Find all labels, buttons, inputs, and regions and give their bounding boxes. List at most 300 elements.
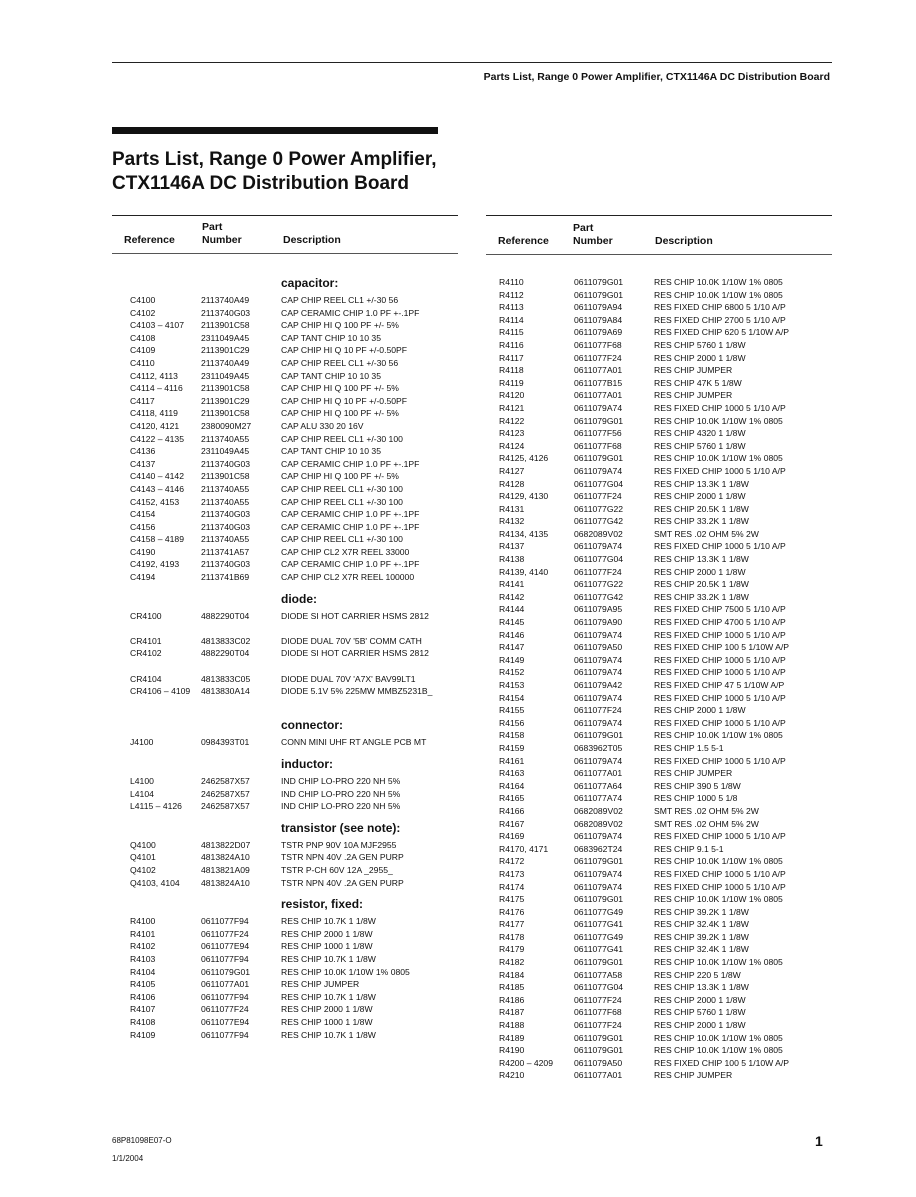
part-reference: C4112, 4113 (130, 370, 178, 381)
part-number: 0611077G04 (574, 982, 624, 993)
part-number: 2113740G03 (201, 509, 251, 520)
part-description: RES CHIP 2000 1 1/8W (654, 994, 746, 1005)
parts-row (486, 629, 832, 642)
page-title-line2: CTX1146A DC Distribution Board (112, 173, 410, 194)
parts-row (486, 780, 832, 793)
part-reference: C4122 – 4135 (130, 433, 184, 444)
part-reference: R4155 (499, 705, 525, 716)
part-reference: R4125, 4126 (499, 453, 549, 464)
part-description: CAP CERAMIC CHIP 1.0 PF +-.1PF (281, 458, 420, 469)
part-reference: R4122 (499, 415, 525, 426)
part-number: 0611077A01 (574, 390, 623, 401)
parts-row (112, 483, 458, 496)
part-reference: C4109 (130, 345, 156, 356)
part-description: CAP CHIP HI Q 100 PF +/- 5% (281, 408, 399, 419)
part-description: RES CHIP 13.3K 1 1/8W (654, 478, 749, 489)
parts-row (486, 767, 832, 780)
part-reference: R4121 (499, 402, 525, 413)
parts-row (112, 877, 458, 890)
part-number: 4813824A10 (201, 852, 250, 863)
part-number: 0611077G41 (574, 919, 624, 930)
part-description: RES FIXED CHIP 2700 5 1/10 A/P (654, 314, 786, 325)
part-description: RES CHIP 5760 1 1/8W (654, 440, 746, 451)
part-description: RES FIXED CHIP 1000 5 1/10 A/P (654, 717, 786, 728)
part-reference: C4194 (130, 572, 156, 583)
part-reference: R4118 (499, 365, 524, 376)
part-number: 0611079A74 (574, 717, 623, 728)
part-reference: Q4100 (130, 839, 156, 850)
parts-row (112, 496, 458, 509)
part-reference: R4139, 4140 (499, 566, 549, 577)
part-description: CAP CERAMIC CHIP 1.0 PF +-.1PF (281, 559, 420, 570)
part-reference: R4146 (499, 629, 525, 640)
part-number: 0611077A01 (574, 1070, 623, 1081)
part-description: CONN MINI UHF RT ANGLE PCB MT (281, 737, 427, 748)
parts-row (112, 533, 458, 546)
part-reference: R4187 (499, 1007, 525, 1018)
parts-row (112, 953, 458, 966)
part-reference: R4129, 4130 (499, 491, 549, 502)
part-number: 0611077F68 (574, 339, 622, 350)
left-table-header-rule (112, 253, 458, 254)
part-description: DIODE DUAL 70V 'A7X' BAV99LT1 (281, 673, 416, 684)
parts-row (486, 276, 832, 289)
part-description: CAP CERAMIC CHIP 1.0 PF +-.1PF (281, 509, 420, 520)
part-reference: R4182 (499, 957, 525, 968)
parts-row (486, 704, 832, 717)
parts-row (486, 566, 832, 579)
part-description: CAP TANT CHIP 10 10 35 (281, 370, 381, 381)
part-reference: C4154 (130, 509, 156, 520)
parts-row (486, 994, 832, 1007)
part-reference: C4118, 4119 (130, 408, 178, 419)
part-number: 0611077A64 (574, 780, 623, 791)
part-number: 0611077F24 (201, 1004, 249, 1015)
part-reference: C4120, 4121 (130, 420, 180, 431)
part-reference: J4100 (130, 737, 154, 748)
part-number: 2113901C58 (201, 383, 250, 394)
parts-row (486, 943, 832, 956)
part-description: RES CHIP 4320 1 1/8W (654, 428, 746, 439)
part-number: 2113740A49 (201, 295, 250, 305)
parts-row (112, 445, 458, 458)
parts-row (486, 289, 832, 302)
part-number: 4813833C05 (201, 673, 251, 684)
part-reference: R4175 (499, 894, 525, 905)
parts-row (486, 339, 832, 352)
parts-row (112, 928, 458, 941)
part-description: RES FIXED CHIP 4700 5 1/10 A/P (654, 617, 786, 628)
parts-row (486, 402, 832, 415)
left-col-description: Description (283, 234, 341, 246)
part-description: RES CHIP 10.0K 1/10W 1% 0805 (654, 415, 783, 426)
part-description: CAP CHIP REEL CL1 +/-30 56 (281, 295, 399, 305)
parts-row (486, 591, 832, 604)
parts-row (486, 528, 832, 541)
parts-row (486, 352, 832, 365)
section-heading-text: resistor, fixed: (281, 897, 364, 912)
part-description: RES FIXED CHIP 100 5 1/10W A/P (654, 642, 790, 653)
part-reference: C4143 – 4146 (130, 483, 184, 494)
parts-row (486, 427, 832, 440)
parts-row (486, 314, 832, 327)
parts-row (486, 389, 832, 402)
part-reference: C4108 (130, 332, 156, 343)
parts-row (486, 729, 832, 742)
part-reference: R4178 (499, 931, 525, 942)
part-reference: C4158 – 4189 (130, 534, 184, 545)
part-description: DIODE SI HOT CARRIER HSMS 2812 (281, 610, 429, 621)
parts-row (112, 470, 458, 483)
part-description: IND CHIP LO-PRO 220 NH 5% (281, 776, 401, 786)
part-number: 2113740G03 (201, 521, 251, 532)
parts-row (486, 490, 832, 503)
part-description: RES CHIP 10.7K 1 1/8W (281, 1029, 376, 1040)
parts-row (112, 370, 458, 383)
part-number: 0611079A95 (574, 604, 623, 615)
parts-row (486, 717, 832, 730)
part-description: RES CHIP 5760 1 1/8W (654, 1007, 746, 1018)
part-reference: R4103 (130, 953, 156, 964)
part-reference: R4173 (499, 868, 525, 879)
part-description: RES CHIP 5760 1 1/8W (654, 339, 746, 350)
part-number: 0611079A84 (574, 314, 623, 325)
part-reference: R4120 (499, 390, 525, 401)
part-reference: R4104 (130, 966, 156, 977)
part-reference: R4166 (499, 805, 525, 816)
part-description: RES FIXED CHIP 1000 5 1/10 A/P (654, 868, 786, 879)
parts-row (112, 851, 458, 864)
part-description: CAP CHIP HI Q 10 PF +/-0.50PF (281, 395, 408, 406)
parts-row (486, 553, 832, 566)
part-number: 0683962T05 (574, 742, 623, 753)
part-reference: R4188 (499, 1020, 525, 1031)
part-reference: Q4102 (130, 864, 156, 875)
parts-row (112, 685, 458, 710)
part-number: 0611079A74 (574, 465, 623, 476)
part-reference: R4145 (499, 617, 525, 628)
part-description: RES CHIP 2000 1 1/8W (654, 566, 746, 577)
part-description: CAP CHIP HI Q 10 PF +/-0.50PF (281, 345, 408, 356)
parts-row (112, 673, 458, 686)
part-reference: R4106 (130, 991, 156, 1002)
part-number: 0611077F24 (574, 705, 622, 716)
part-description: CAP CHIP REEL CL1 +/-30 100 (281, 534, 403, 545)
part-reference: Q4103, 4104 (130, 877, 180, 888)
parts-row (486, 641, 832, 654)
section-heading-text: diode: (281, 591, 317, 606)
left-col-part (202, 221, 242, 247)
part-number: 0611077F24 (574, 491, 622, 502)
parts-row (112, 800, 458, 813)
parts-row (112, 458, 458, 471)
part-reference: R4141 (499, 579, 525, 590)
part-reference: R4164 (499, 780, 525, 791)
part-description: RES CHIP 10.0K 1/10W 1% 0805 (654, 894, 783, 905)
part-description: TSTR NPN 40V .2A GEN PURP (281, 877, 404, 888)
part-reference: R4108 (130, 1016, 156, 1027)
part-description: RES CHIP JUMPER (281, 979, 360, 990)
parts-row (486, 931, 832, 944)
part-number: 2113741B69 (201, 572, 250, 583)
part-number: 0611077F24 (574, 352, 622, 363)
part-number: 0611077G04 (574, 478, 624, 489)
part-reference: R4138 (499, 554, 525, 565)
part-description: CAP CERAMIC CHIP 1.0 PF +-.1PF (281, 307, 420, 318)
part-number: 2311049A45 (201, 370, 250, 381)
parts-row (486, 755, 832, 768)
part-number: 0611077F68 (574, 1007, 622, 1018)
parts-row (112, 1016, 458, 1029)
part-reference: CR4100 (130, 610, 162, 621)
page-title-line1: Parts List, Range 0 Power Amplifier, (112, 149, 437, 170)
parts-row (112, 839, 458, 852)
part-description: RES CHIP 33.2K 1 1/8W (654, 516, 749, 527)
part-description: RES CHIP 1000 5 1/8 (654, 793, 738, 804)
part-description: DIODE DUAL 70V '5B' COMM CATH (281, 635, 422, 646)
title-bar (112, 127, 438, 134)
part-number: 0611077F24 (201, 928, 249, 939)
part-number: 0611077F94 (201, 953, 249, 964)
parts-row (112, 915, 458, 928)
part-reference: R4109 (130, 1029, 156, 1040)
part-description: RES CHIP 2000 1 1/8W (654, 491, 746, 502)
part-description: CAP CHIP HI Q 100 PF +/- 5% (281, 320, 399, 331)
part-number: 0611077A01 (574, 768, 623, 779)
parts-row (112, 546, 458, 559)
parts-row (486, 326, 832, 339)
parts-row (486, 654, 832, 667)
parts-row (486, 981, 832, 994)
part-reference: L4100 (130, 776, 154, 786)
part-number: 0611077G49 (574, 906, 624, 917)
parts-row (112, 991, 458, 1004)
part-reference: C4110 (130, 357, 155, 368)
part-number: 0611077A01 (574, 365, 623, 376)
part-description: SMT RES .02 OHM 5% 2W (654, 818, 759, 829)
part-description: RES CHIP 1.5 5-1 (654, 742, 724, 753)
part-description: CAP ALU 330 20 16V (281, 420, 364, 431)
part-number: 0611079A74 (574, 881, 623, 892)
part-number: 0611077A74 (574, 793, 623, 804)
part-reference: C4137 (130, 458, 156, 469)
part-reference: C4136 (130, 446, 156, 457)
part-description: CAP CHIP CL2 X7R REEL 33000 (281, 546, 410, 557)
part-description: RES FIXED CHIP 7500 5 1/10 A/P (654, 604, 786, 615)
right-table-top-rule (486, 215, 832, 216)
part-number: 0611079A50 (574, 642, 623, 653)
part-reference: C4140 – 4142 (130, 471, 184, 482)
part-number: 0611079A74 (574, 868, 623, 879)
part-description: RES CHIP 10.0K 1/10W 1% 0805 (654, 1032, 783, 1043)
part-number: 4813830A14 (201, 686, 250, 697)
part-reference: R4123 (499, 428, 525, 439)
parts-row (486, 918, 832, 931)
part-reference: R4154 (499, 692, 525, 703)
parts-row (112, 508, 458, 521)
part-number: 2113740A49 (201, 357, 250, 368)
section-heading-inductor (112, 749, 458, 771)
part-reference: R4101 (130, 928, 156, 939)
part-description: RES CHIP 2000 1 1/8W (281, 1004, 373, 1015)
part-description: RES FIXED CHIP 47 5 1/10W A/P (654, 680, 785, 690)
part-reference: R4115 (499, 327, 524, 338)
part-reference: C4156 (130, 521, 156, 532)
part-description: RES FIXED CHIP 1000 5 1/10 A/P (654, 629, 786, 640)
part-description: RES CHIP 10.0K 1/10W 1% 0805 (654, 289, 783, 300)
part-description: RES CHIP 2000 1 1/8W (654, 705, 746, 716)
part-reference: R4102 (130, 941, 156, 952)
part-description: RES CHIP JUMPER (654, 365, 733, 376)
parts-row (486, 805, 832, 818)
part-description: RES CHIP 10.0K 1/10W 1% 0805 (654, 730, 783, 741)
part-number: 0611077F24 (574, 1020, 622, 1031)
part-reference: R4153 (499, 680, 525, 690)
part-reference: R4186 (499, 994, 525, 1005)
part-number: 0611077B15 (574, 377, 623, 388)
parts-row (112, 344, 458, 357)
left-parts-table (112, 272, 458, 1041)
part-description: RES CHIP 13.3K 1 1/8W (654, 982, 749, 993)
parts-row (486, 1044, 832, 1057)
left-col-part-line1: Part (202, 221, 223, 233)
parts-row (112, 1029, 458, 1042)
part-number: 2113741A57 (201, 546, 250, 557)
right-parts-table (486, 276, 832, 1082)
part-reference: R4179 (499, 944, 525, 955)
parts-row (486, 377, 832, 390)
part-description: RES CHIP 13.3K 1 1/8W (654, 554, 749, 565)
part-reference: R4113 (499, 302, 524, 313)
part-description: CAP CHIP CL2 X7R REEL 100000 (281, 572, 415, 583)
section-heading-resistor (112, 889, 458, 911)
part-number: 0611079A74 (574, 755, 623, 766)
part-number: 0611079G01 (574, 856, 624, 867)
parts-row (112, 966, 458, 979)
part-number: 4813821A09 (201, 864, 250, 875)
part-description: RES CHIP 20.5K 1 1/8W (654, 503, 749, 514)
part-reference: R4159 (499, 742, 525, 753)
part-number: 4882290T04 (201, 648, 250, 659)
part-description: RES CHIP JUMPER (654, 1070, 733, 1081)
part-reference: R4112 (499, 289, 524, 300)
part-reference: R4127 (499, 465, 525, 476)
part-description: RES CHIP 10.0K 1/10W 1% 0805 (654, 453, 783, 464)
part-reference: R4144 (499, 604, 525, 615)
header-rule (112, 62, 832, 63)
right-col-part (573, 222, 613, 248)
parts-row (486, 540, 832, 553)
part-reference: R4119 (499, 377, 524, 388)
part-number: 2113740G03 (201, 307, 251, 318)
part-number: 0611079A74 (574, 541, 623, 552)
part-number: 0611077F94 (201, 916, 249, 927)
part-description: RES CHIP JUMPER (654, 390, 733, 401)
part-reference: Q4101 (130, 852, 156, 863)
part-description: RES FIXED CHIP 1000 5 1/10 A/P (654, 402, 786, 413)
parts-row (486, 364, 832, 377)
part-number: 0611079G01 (574, 415, 624, 426)
part-number: 0611077G42 (574, 591, 624, 602)
part-description: TSTR PNP 90V 10A MJF2955 (281, 839, 397, 850)
part-reference: C4100 (130, 295, 156, 305)
part-reference: CR4102 (130, 648, 162, 659)
part-description: RES CHIP 39.2K 1 1/8W (654, 906, 749, 917)
part-description: RES CHIP 10.0K 1/10W 1% 0805 (654, 277, 783, 287)
parts-row (486, 465, 832, 478)
part-description: IND CHIP LO-PRO 220 NH 5% (281, 788, 401, 799)
part-number: 2462587X57 (201, 801, 250, 812)
part-description: CAP CERAMIC CHIP 1.0 PF +-.1PF (281, 521, 420, 532)
parts-row (486, 881, 832, 894)
part-number: 0611077F24 (574, 994, 622, 1005)
part-number: 0611079G01 (574, 1045, 624, 1056)
part-reference: R4177 (499, 919, 525, 930)
part-description: RES FIXED CHIP 1000 5 1/10 A/P (654, 654, 786, 665)
parts-row (486, 893, 832, 906)
part-description: SMT RES .02 OHM 5% 2W (654, 805, 759, 816)
part-description: RES CHIP 10.7K 1 1/8W (281, 991, 376, 1002)
parts-row (486, 478, 832, 491)
part-description: RES CHIP 32.4K 1 1/8W (654, 919, 749, 930)
part-description: SMT RES .02 OHM 5% 2W (654, 528, 759, 539)
parts-row (112, 788, 458, 801)
part-reference: R4131 (499, 503, 525, 514)
parts-row (486, 679, 832, 692)
part-reference: C4102 (130, 307, 156, 318)
parts-row (112, 407, 458, 420)
section-heading-connector (112, 710, 458, 732)
part-reference: R4132 (499, 516, 525, 527)
part-reference: C4190 (130, 546, 156, 557)
part-reference: R4189 (499, 1032, 525, 1043)
section-heading-transistor (112, 813, 458, 835)
parts-row (486, 1006, 832, 1019)
section-heading-text: inductor: (281, 757, 333, 771)
part-description: RES CHIP 1000 1 1/8W (281, 1016, 373, 1027)
part-number: 0611079G01 (574, 453, 624, 464)
part-reference: R4176 (499, 906, 525, 917)
part-reference: C4152, 4153 (130, 496, 180, 507)
part-description: TSTR NPN 40V .2A GEN PURP (281, 852, 404, 863)
left-col-part-line2: Number (202, 234, 242, 246)
part-reference: R4169 (499, 831, 525, 842)
part-number: 4813833C02 (201, 635, 251, 646)
part-number: 2113740A55 (201, 534, 250, 545)
part-reference: R4172 (499, 856, 525, 867)
document-number: 68P81098E07-O (112, 1136, 172, 1145)
part-reference: CR4101 (130, 635, 162, 646)
part-number: 0611077E94 (201, 941, 250, 952)
part-reference: R4165 (499, 793, 525, 804)
section-heading-text: capacitor: (281, 276, 339, 290)
parts-row (486, 415, 832, 428)
part-reference: R4124 (499, 440, 525, 451)
parts-row (112, 940, 458, 953)
part-reference: R4100 (130, 916, 156, 927)
part-reference: R4185 (499, 982, 525, 993)
right-table-header-rule (486, 254, 832, 255)
part-description: DIODE SI HOT CARRIER HSMS 2812 (281, 648, 429, 659)
part-reference: R4137 (499, 541, 525, 552)
part-reference: R4128 (499, 478, 525, 489)
part-number: 0611079A42 (574, 680, 623, 690)
part-reference: R4117 (499, 352, 524, 363)
part-description: RES FIXED CHIP 6800 5 1/10 A/P (654, 302, 786, 313)
part-number: 0611079A74 (574, 667, 623, 678)
part-number: 0611079G01 (574, 289, 624, 300)
part-reference: R4161 (499, 755, 525, 766)
